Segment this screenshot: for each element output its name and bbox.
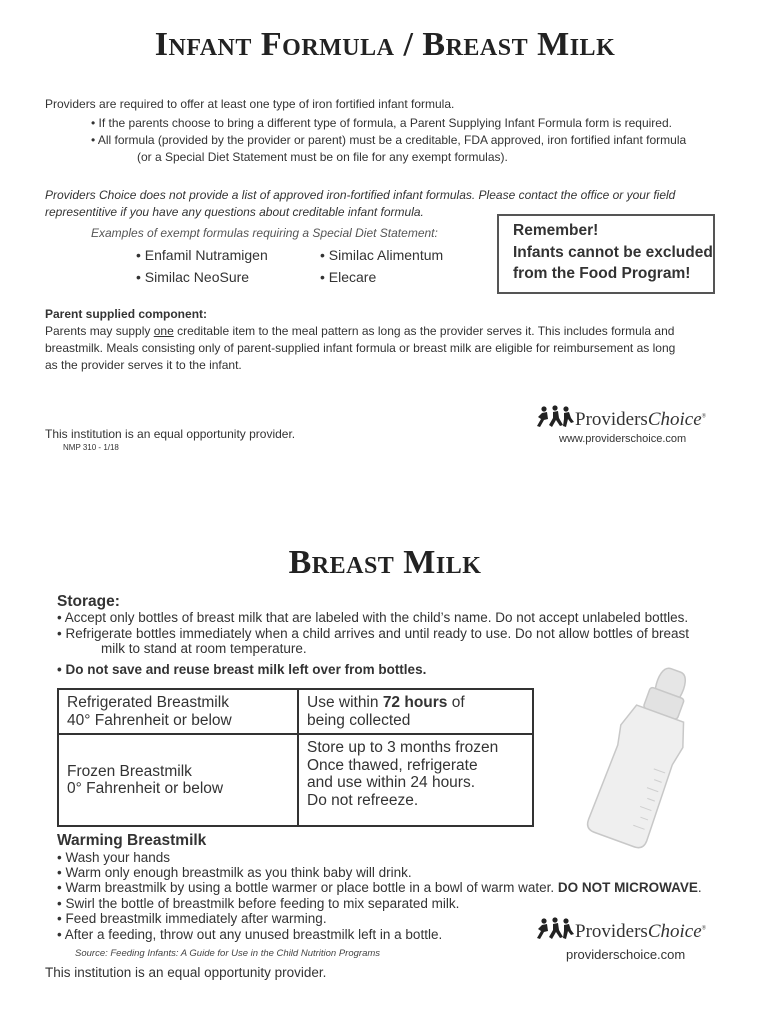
page-title: Infant Formula / Breast Milk	[154, 26, 616, 63]
source-citation: Source: Feeding Infants: A Guide for Use in the Child Nutrition Programs	[75, 948, 381, 959]
warming-item-3-text: • Warm breastmilk by using a bottle warmer or place bottle in a bowl of warm water.	[57, 880, 558, 895]
storage-item-2a: • Refrigerate bottles immediately when a child arrives and until ready to use. Do not allow bottles of breast	[57, 626, 690, 641]
page-title-2: Breast Milk	[288, 544, 482, 581]
website-1: www.providerschoice.com	[559, 433, 687, 445]
parent-heading: Parent supplied component:	[45, 307, 208, 321]
storage-item-2b: milk to stand at room temperature.	[101, 641, 307, 656]
providers-choice-logo	[533, 405, 706, 431]
examples-heading: Examples of exempt formulas requiring a Special Diet Statement:	[91, 226, 438, 240]
logo-plain: Providers	[575, 409, 648, 430]
example-alimentum: • Similac Alimentum	[320, 247, 444, 263]
breastmilk-storage-table	[57, 688, 534, 827]
website-2: providerschoice.com	[566, 947, 686, 962]
warming-item-3	[57, 880, 702, 896]
table-cell	[298, 734, 533, 826]
warming-heading: Warming Breastmilk	[57, 832, 207, 849]
running-kids-icon	[533, 917, 575, 943]
storage-item-1: • Accept only bottles of breast milk that are labeled with the child’s name. Do not accept unlabeled bottles.	[57, 610, 689, 625]
logo-italic: Choice	[647, 409, 702, 430]
warming-item-1: • Wash your hands	[57, 850, 171, 865]
parent-text-one: one	[153, 324, 174, 338]
logo-plain: Providers	[575, 921, 648, 942]
baby-bottle-icon	[570, 655, 720, 860]
intro-text: Providers are required to offer at least one type of iron fortified infant formula.	[45, 97, 455, 111]
equal-opportunity-1: This institution is an equal opportunity provider.	[45, 427, 296, 441]
parent-text-a: Parents may supply	[45, 324, 154, 338]
parent-text-line-3: as the provider serves it to the infant.	[45, 358, 242, 372]
warming-item-6: • After a feeding, throw out any unused breastmilk left in a bottle.	[57, 927, 443, 942]
do-not-microwave: DO NOT MICROWAVE	[557, 880, 698, 895]
remember-line-2: Infants cannot be excluded	[513, 243, 713, 261]
providers-choice-logo-2	[533, 917, 706, 943]
cell-text: 40° Fahrenheit or below	[67, 711, 232, 729]
cell-text: Frozen Breastmilk	[67, 762, 192, 780]
remember-line-3: from the Food Program!	[513, 265, 691, 282]
note-line-2: representitive if you have any questions about creditable infant formula.	[45, 205, 424, 219]
cell-text-bold: 72 hours	[382, 694, 448, 711]
logo-tm: ®	[701, 925, 707, 932]
equal-opportunity-2: This institution is an equal opportunity provider.	[45, 965, 327, 980]
table-row	[58, 689, 533, 734]
example-enfamil: • Enfamil Nutramigen	[136, 247, 268, 263]
bullet-parent-formula: • If the parents choose to bring a different type of formula, a Parent Supplying Infant Formula form is required.	[91, 116, 672, 130]
remember-box	[497, 214, 715, 294]
cell-text	[307, 694, 524, 712]
storage-heading: Storage:	[57, 593, 120, 610]
parent-text-line-1	[45, 323, 674, 340]
cell-text: and use within 24 hours.	[307, 774, 476, 791]
cell-text: Once thawed, refrigerate	[307, 756, 478, 774]
warming-item-3-period: .	[697, 880, 702, 895]
cell-text: 0° Fahrenheit or below	[67, 780, 224, 797]
example-neosure: • Similac NeoSure	[136, 269, 250, 285]
warming-item-4: • Swirl the bottle of breastmilk before feeding to mix separated milk.	[57, 896, 460, 911]
cell-text: being collected	[307, 711, 411, 729]
logo-italic: Choice	[647, 921, 702, 942]
form-code: NMP 310 - 1/18	[63, 443, 119, 452]
logo-wordmark-2	[575, 921, 706, 943]
table-cell	[298, 689, 533, 734]
note-line-1: Providers Choice does not provide a list of approved iron-fortified infant formulas. Please contact the office or your field	[45, 188, 676, 202]
table-cell	[58, 689, 298, 734]
cell-text: Do not refreeze.	[307, 791, 419, 809]
example-elecare: • Elecare	[320, 269, 377, 285]
logo-tm: ®	[701, 413, 707, 420]
warming-item-5: • Feed breastmilk immediately after warming.	[57, 911, 327, 926]
cell-text-b: of	[447, 694, 465, 711]
running-kids-icon	[533, 405, 575, 431]
cell-text: Refrigerated Breastmilk	[67, 694, 229, 711]
remember-line-1: Remember!	[513, 222, 599, 239]
cell-text: Store up to 3 months frozen	[307, 739, 499, 756]
warming-item-2: • Warm only enough breastmilk as you think baby will drink.	[57, 865, 412, 880]
logo-wordmark	[575, 409, 706, 431]
parent-text-line-2: breastmilk. Meals consisting only of parent-supplied infant formula or breast milk are eligible for reimbursement as long	[45, 341, 676, 355]
bullet-special-diet: (or a Special Diet Statement must be on file for any exempt formulas).	[137, 150, 508, 164]
cell-text-a: Use within	[307, 694, 383, 711]
bullet-creditable-formula: • All formula (provided by the provider or parent) must be a creditable, FDA approved, iron fortified infant formula	[91, 133, 687, 147]
table-row	[58, 734, 533, 826]
storage-item-3: • Do not save and reuse breast milk left over from bottles.	[57, 662, 427, 677]
table-cell	[58, 734, 298, 826]
parent-text-b: creditable item to the meal pattern as long as the provider serves it. This includes formula and	[173, 324, 675, 338]
